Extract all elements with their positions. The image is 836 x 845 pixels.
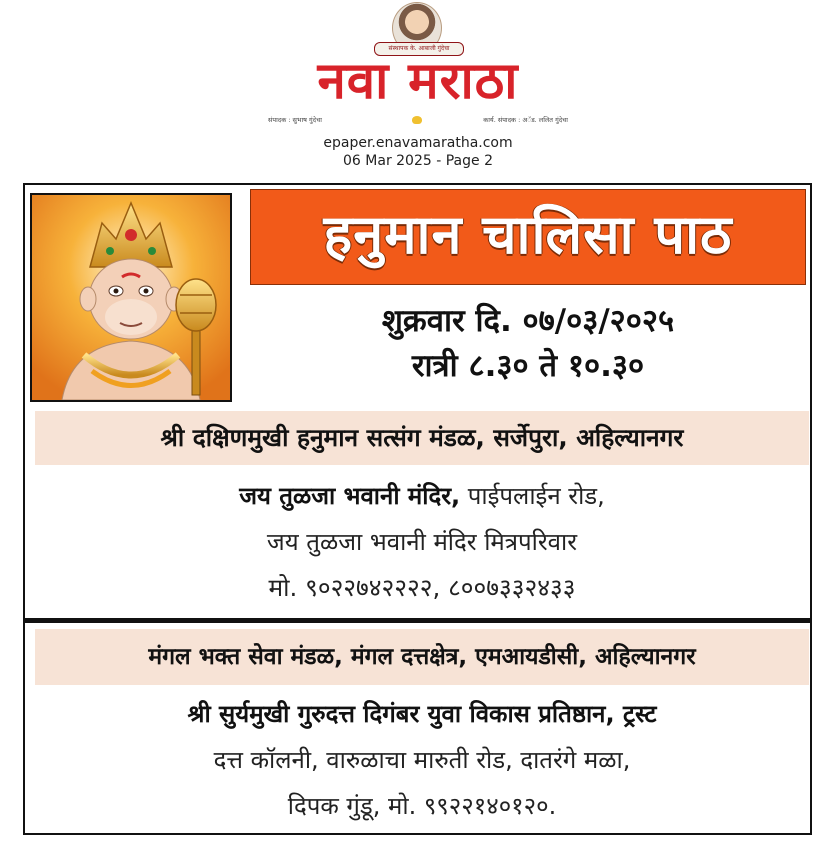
friends-group: जय तुळजा भवानी मंदिर मित्रपरिवार	[266, 528, 578, 556]
venue-name: जय तुळजा भवानी मंदिर,	[239, 482, 461, 510]
emblem-icon	[412, 116, 422, 124]
venue-line	[35, 476, 809, 516]
venue-road: पाईपलाईन रोड,	[460, 482, 605, 510]
editor-strip	[268, 114, 568, 126]
founder-caption: संस्थापक के. आबाजी गुंदेचा	[374, 42, 464, 56]
edition-date-page: 06 Mar 2025 - Page 2	[343, 153, 493, 169]
event-title-banner: हनुमान चालिसा पाठ	[250, 189, 806, 285]
address-line: दत्त कॉलनी, वारुळाचा मारुती रोड, दातरंगे मळा,	[213, 746, 631, 774]
contact-numbers-1: मो. ९०२२७४२२२२, ८००७३३२४३३	[268, 573, 576, 602]
editor-name: संपादक : सुभाष गुंदेचा	[268, 116, 322, 124]
organizer-band-1: श्री दक्षिणमुखी हनुमान सत्संग मंडळ, सर्जेपुरा, अहिल्यानगर	[35, 411, 809, 465]
hanuman-illustration	[32, 195, 230, 400]
newspaper-masthead	[262, 0, 574, 130]
contact-numbers-2: दिपक गुंडू, मो. ९९२२१४०१२०.	[287, 792, 557, 820]
organizer-band-2: मंगल भक्त सेवा मंडळ, मंगल दत्तक्षेत्र, एमआयडीसी, अहिल्यानगर	[35, 629, 809, 685]
event-time: रात्री ८.३० ते १०.३०	[411, 348, 645, 384]
executive-editor-name: कार्य. संपादक : अॅड. ललित गुंदेचा	[483, 116, 568, 124]
event-date: शुक्रवार दि. ०७/०३/२०२५	[381, 303, 675, 339]
section-divider	[23, 618, 812, 623]
hanuman-image	[30, 193, 232, 402]
epaper-url: epaper.enavamaratha.com	[323, 135, 513, 151]
newspaper-name: नवा मराठा	[317, 52, 519, 111]
trust-name: श्री सुर्यमुखी गुरुदत्त दिगंबर युवा विकास प्रतिष्ठान, ट्रस्ट	[187, 700, 657, 728]
